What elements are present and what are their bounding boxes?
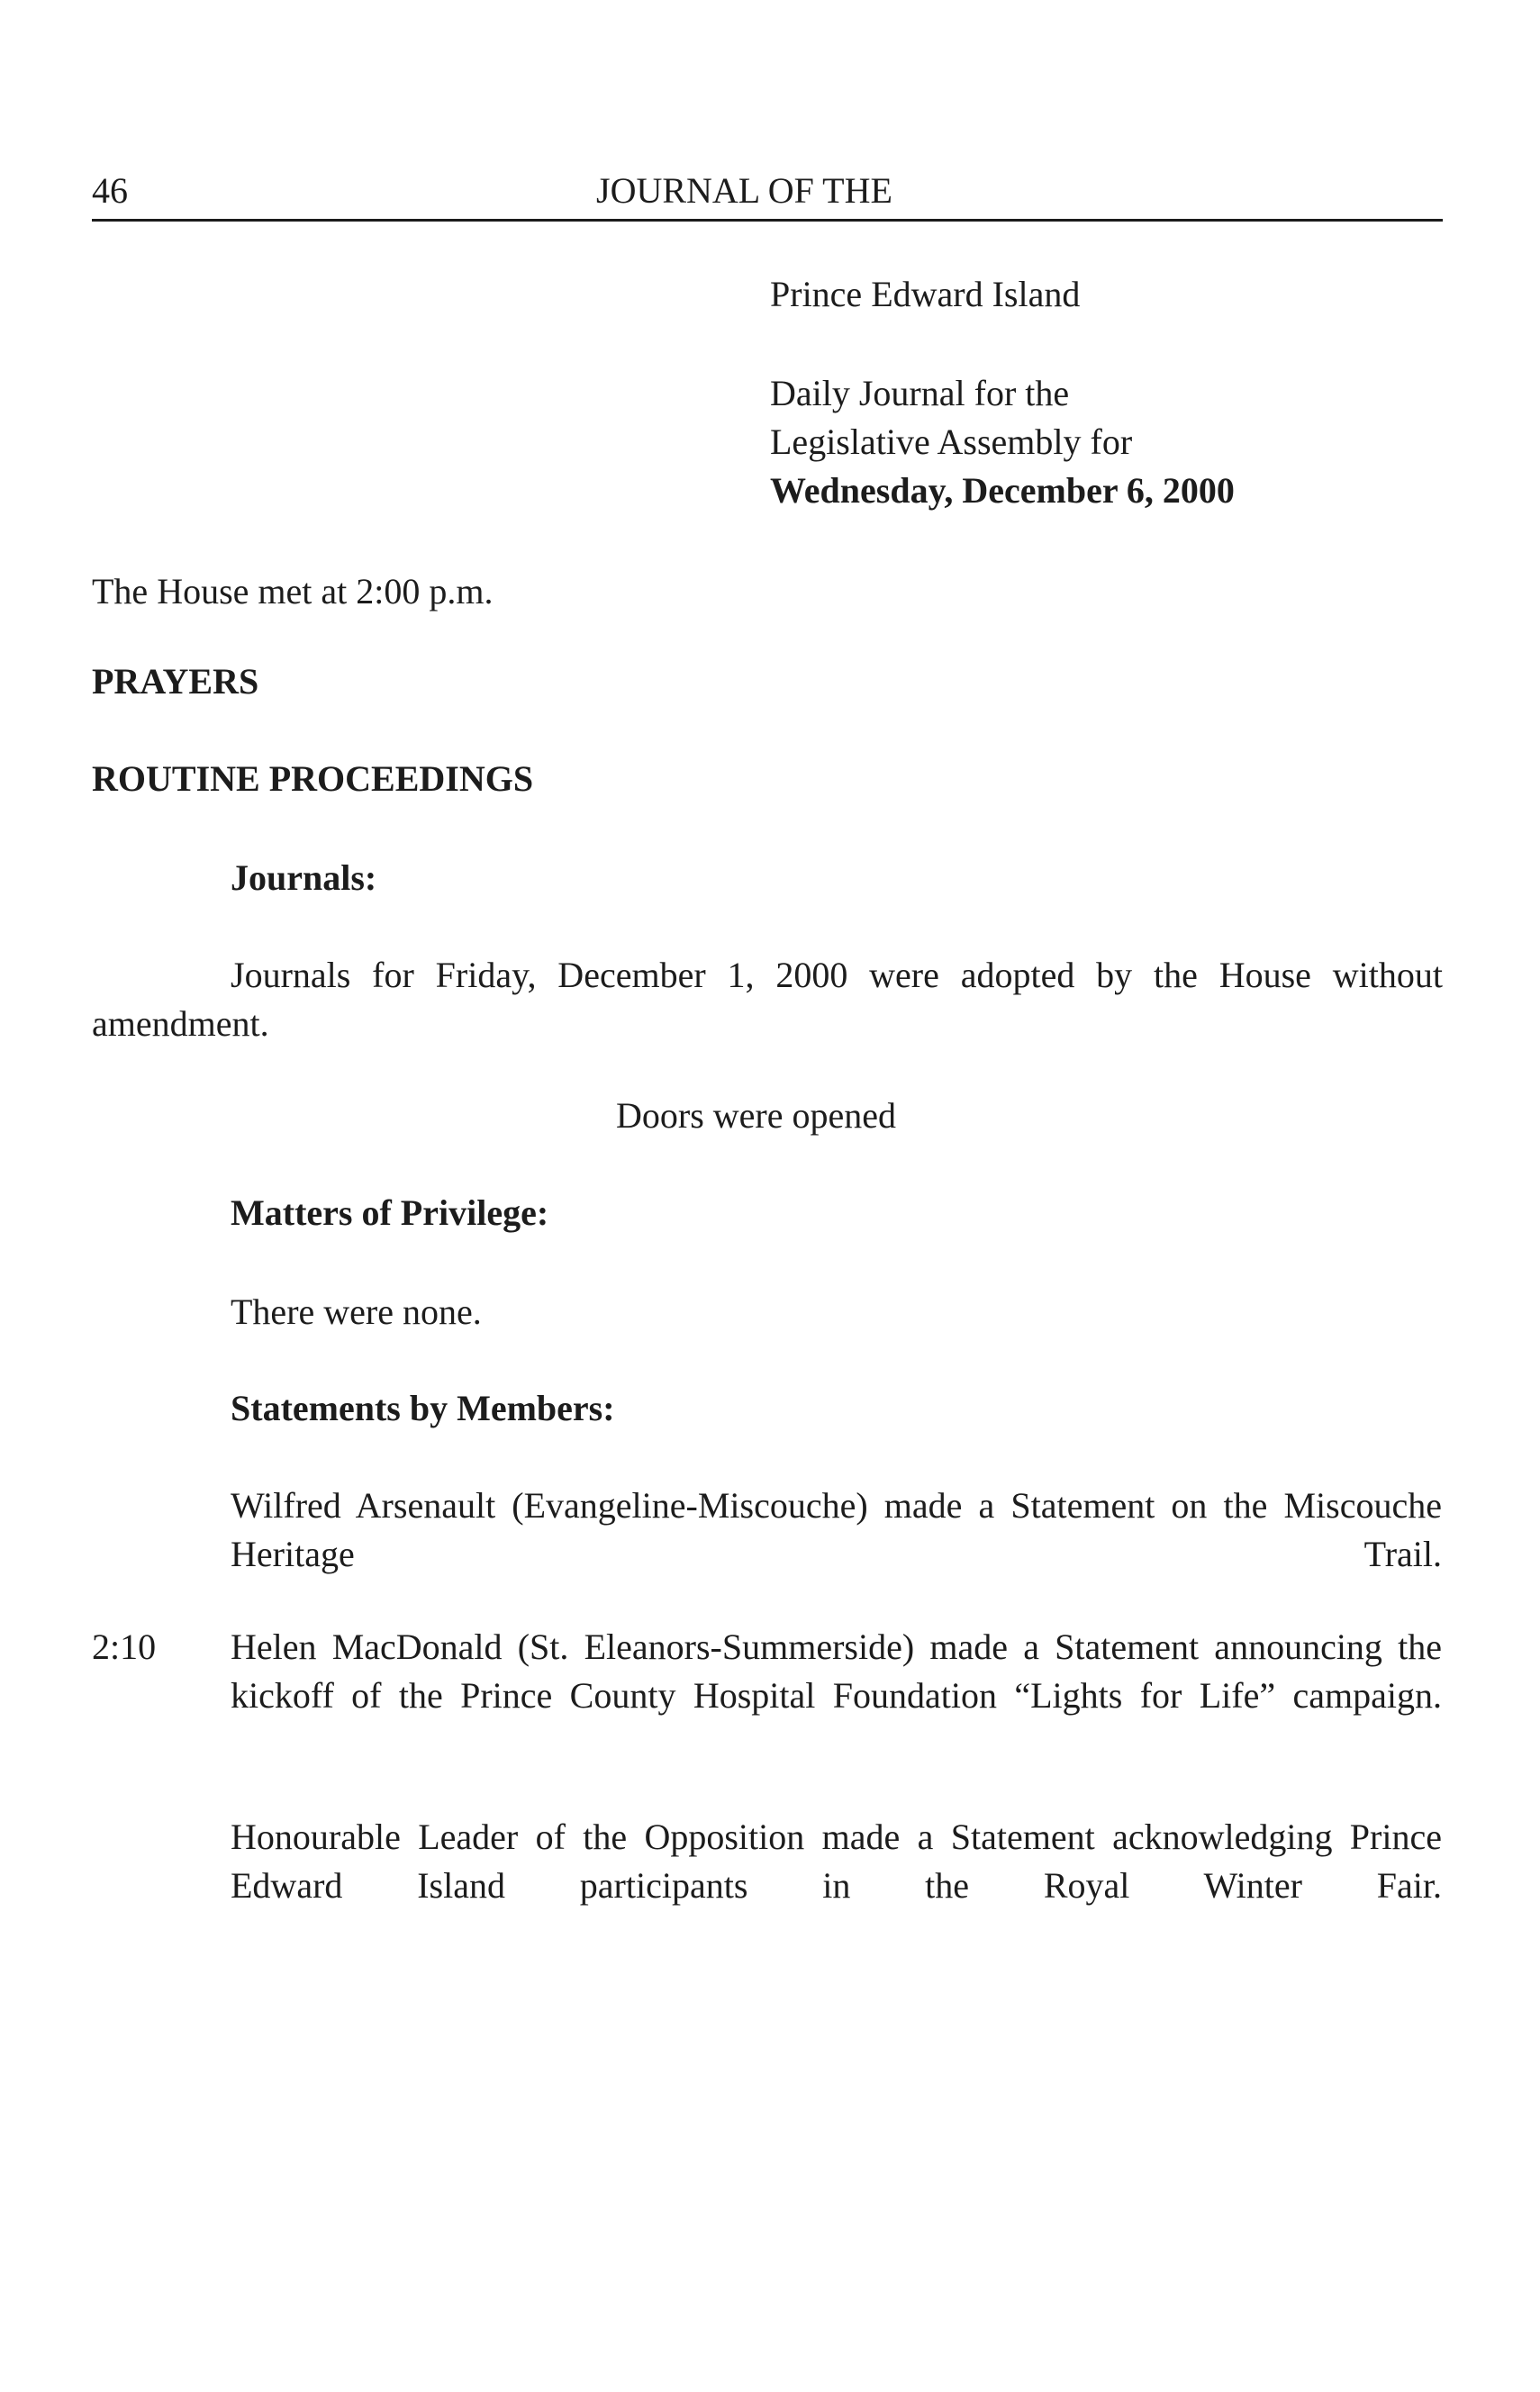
journal-title-line-2: Legislative Assembly for	[770, 421, 1133, 462]
journal-date: Wednesday, December 6, 2000	[770, 470, 1235, 511]
matters-of-privilege-heading: Matters of Privilege:	[231, 1192, 549, 1233]
statement-paragraph: Wilfred Arsenault (Evangeline-Miscouche) made a Statement on the Miscouche Heritage Trail.	[231, 1485, 1442, 1574]
journals-paragraph: Journals for Friday, December 1, 2000 were adopted by the House without amendment.	[92, 955, 1443, 1044]
routine-proceedings-heading: ROUTINE PROCEEDINGS	[92, 758, 534, 799]
journals-heading: Journals:	[231, 857, 377, 898]
running-title: JOURNAL OF THE	[596, 170, 892, 211]
journal-title-line-1: Daily Journal for the	[770, 373, 1070, 413]
doors-opened-text: Doors were opened	[616, 1095, 896, 1136]
statement-time-stamp: 2:10	[92, 1626, 157, 1667]
house-met-text: The House met at 2:00 p.m.	[92, 571, 494, 612]
matters-of-privilege-text: There were none.	[231, 1291, 482, 1332]
statement-paragraph: Honourable Leader of the Opposition made a Statement acknowledging Prince Edward Island participants in the Royal Winter Fair.	[231, 1817, 1442, 1906]
prayers-heading: PRAYERS	[92, 661, 259, 702]
page-number: 46	[92, 170, 128, 211]
statement-paragraph: Helen MacDonald (St. Eleanors-Summerside) made a Statement announcing the kickoff of the Prince County Hospital Foundation “Lights for Life” campaign.	[231, 1626, 1442, 1716]
statements-by-members-heading: Statements by Members:	[231, 1388, 615, 1428]
province-name: Prince Edward Island	[770, 274, 1081, 314]
header-rule	[92, 219, 1443, 222]
